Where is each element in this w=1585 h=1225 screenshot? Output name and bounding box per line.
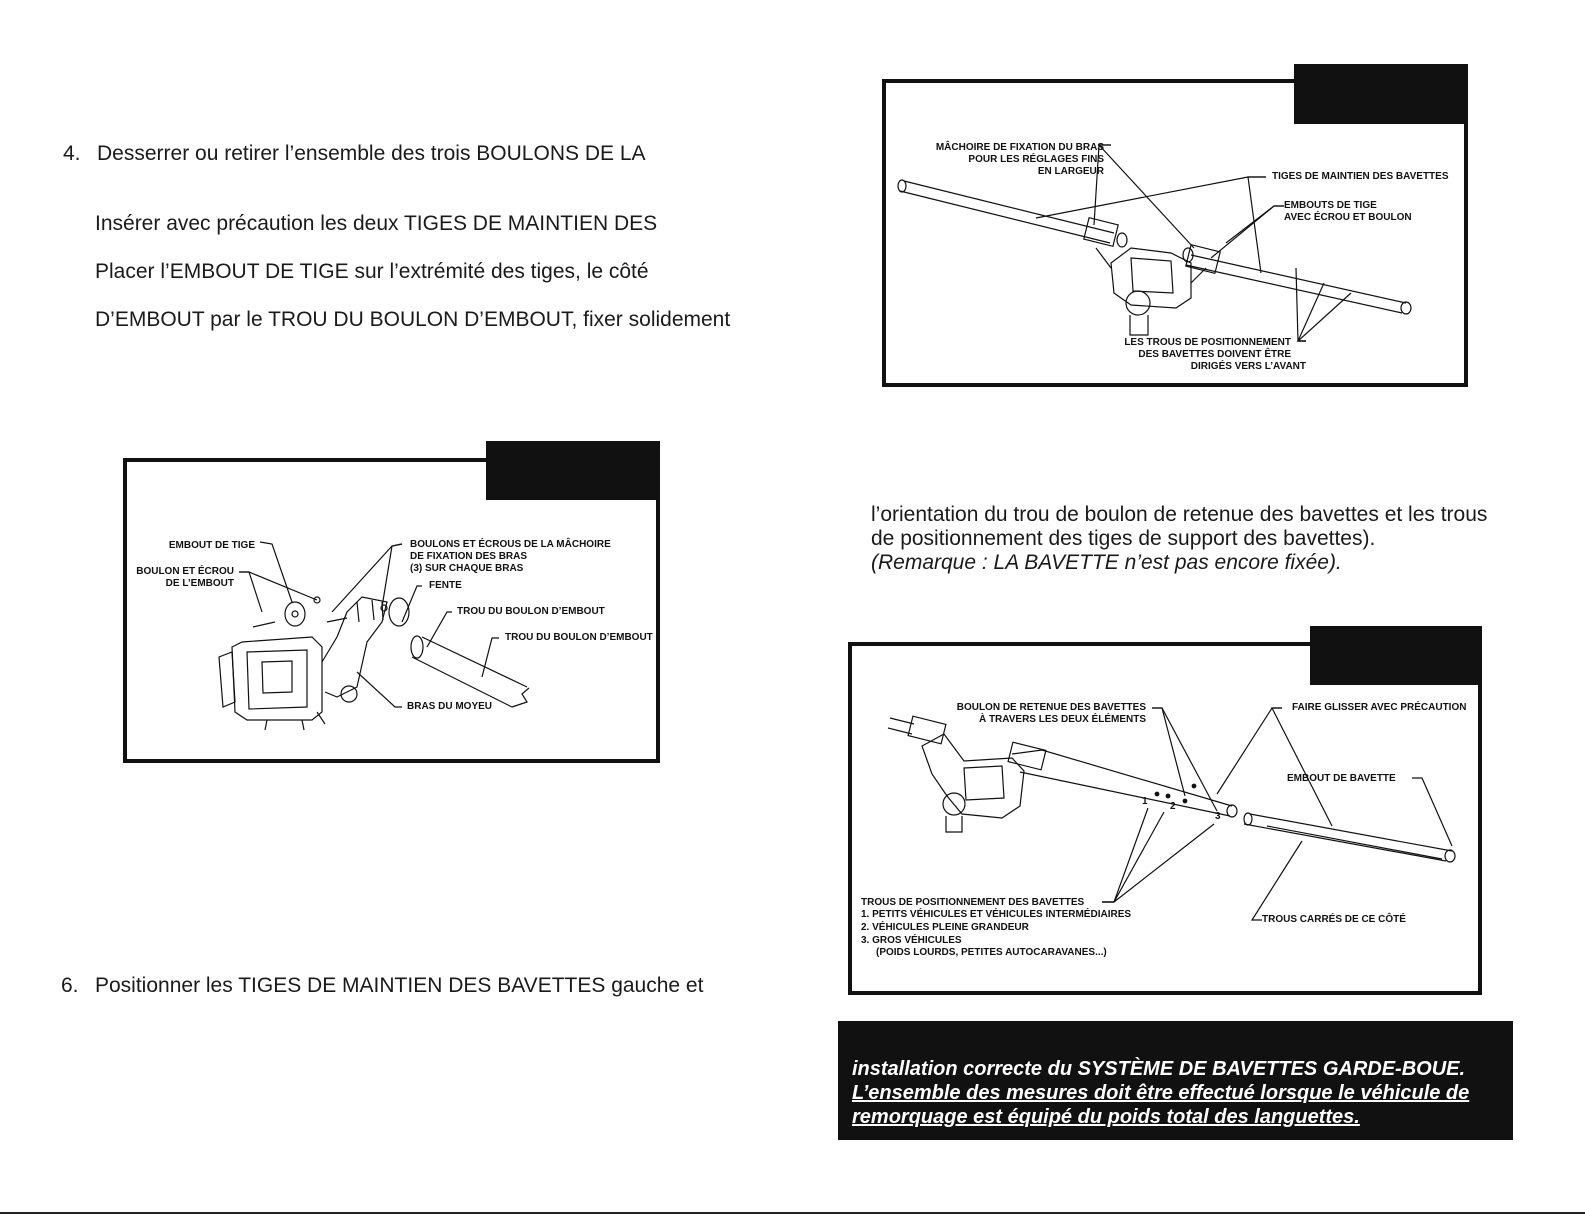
orientation-text-line-2: de positionnement des tiges de support des bavettes). — [871, 527, 1376, 550]
warning-line-1: installation correcte du SYSTÈME DE BAVETTES GARDE-BOUE. — [852, 1058, 1466, 1080]
label-bras-moyeu: BRAS DU MOYEU — [407, 701, 493, 712]
label-trous-item-1: 1. PETITS VÉHICULES ET VÉHICULES INTERMÉDIAIRES — [861, 909, 1132, 920]
figure-hub-arm-assembly — [123, 458, 660, 763]
label-boulon-retenue-2: À TRAVERS LES DEUX ÉLÉMENTS — [978, 714, 1146, 725]
label-machoire-3: EN LARGEUR — [1037, 166, 1104, 177]
label-hole-1: 1 — [1142, 796, 1148, 807]
figure-c-tab — [1310, 626, 1482, 685]
label-trous-title: TROUS DE POSITIONNEMENT DES BAVETTES — [861, 897, 1085, 908]
label-boulon-ecrou-2: DE L’EMBOUT — [165, 578, 234, 589]
label-trous-pos-2: DES BAVETTES DOIVENT ÊTRE — [1138, 349, 1291, 360]
step-4-line-2: Insérer avec précaution les deux TIGES DE MAINTIEN DES — [95, 212, 658, 235]
label-embout-tige: EMBOUT DE TIGE — [168, 540, 255, 551]
label-fente: FENTE — [429, 580, 462, 591]
step-4 — [63, 142, 81, 166]
warning-box — [838, 1021, 1513, 1140]
step-4-number: 4. — [63, 142, 81, 165]
label-trous-carres: TROUS CARRÉS DE CE CÔTÉ — [1262, 914, 1406, 925]
label-machoire-2: POUR LES RÉGLAGES FINS — [968, 154, 1104, 165]
remark-text: (Remarque : LA BAVETTE n’est pas encore fixée). — [871, 551, 1342, 574]
step-4-line-4: D’EMBOUT par le TROU DU BOULON D’EMBOUT, fixer solidement — [95, 308, 731, 331]
orientation-text-line-1: l’orientation du trou de boulon de retenue des bavettes et les trous — [871, 503, 1488, 526]
step-4-line-1: Desserrer ou retirer l’ensemble des trois BOULONS DE LA — [97, 142, 646, 165]
step-6-number: 6. — [61, 974, 79, 997]
label-embout-bavette: EMBOUT DE BAVETTE — [1287, 773, 1396, 784]
label-faire-glisser: FAIRE GLISSER AVEC PRÉCAUTION — [1292, 702, 1467, 713]
label-hole-3: 3 — [1215, 811, 1221, 822]
label-trous-item-3: 3. GROS VÉHICULES — [861, 935, 962, 946]
label-boulons-2: DE FIXATION DES BRAS — [410, 551, 528, 562]
warning-line-2: L’ensemble des mesures doit être effectué lorsque le véhicule de — [852, 1082, 1470, 1104]
label-machoire-1: MÂCHOIRE DE FIXATION DU BRAS — [935, 142, 1104, 153]
label-tiges-maintien: TIGES DE MAINTIEN DES BAVETTES — [1272, 171, 1449, 182]
label-hole-2: 2 — [1170, 801, 1176, 812]
figure-b-tab — [1294, 64, 1468, 124]
warning-line-3: remorquage est équipé du poids total des languettes. — [852, 1106, 1360, 1128]
step-4-line-3: Placer l’EMBOUT DE TIGE sur l’extrémité des tiges, le côté — [95, 260, 649, 283]
label-trou-2: TROU DU BOULON D’EMBOUT — [505, 632, 653, 643]
bottom-rule — [0, 1212, 1585, 1214]
label-embouts-2: AVEC ÉCROU ET BOULON — [1284, 212, 1412, 223]
label-boulons-1: BOULONS ET ÉCROUS DE LA MÂCHOIRE — [410, 539, 611, 550]
label-boulon-ecrou-1: BOULON ET ÉCROU — [136, 566, 234, 577]
label-boulon-retenue-1: BOULON DE RETENUE DES BAVETTES — [956, 702, 1146, 713]
label-trou-1: TROU DU BOULON D’EMBOUT — [457, 606, 605, 617]
label-trous-item-3b: (POIDS LOURDS, PETITES AUTOCARAVANES...) — [876, 947, 1107, 958]
label-trous-pos-3: DIRIGÉS VERS L’AVANT — [1190, 361, 1306, 372]
label-boulons-3: (3) SUR CHAQUE BRAS — [410, 563, 524, 574]
step-6-line-1: Positionner les TIGES DE MAINTIEN DES BAVETTES gauche et — [95, 974, 704, 997]
label-embouts-1: EMBOUTS DE TIGE — [1284, 200, 1377, 211]
label-trous-item-2: 2. VÉHICULES PLEINE GRANDEUR — [861, 922, 1029, 933]
figure-a-tab — [486, 441, 660, 500]
label-trous-pos-1: LES TROUS DE POSITIONNEMENT — [1124, 337, 1291, 348]
figure-mudflap-end — [848, 642, 1482, 995]
figure-rods-overview — [882, 79, 1468, 387]
